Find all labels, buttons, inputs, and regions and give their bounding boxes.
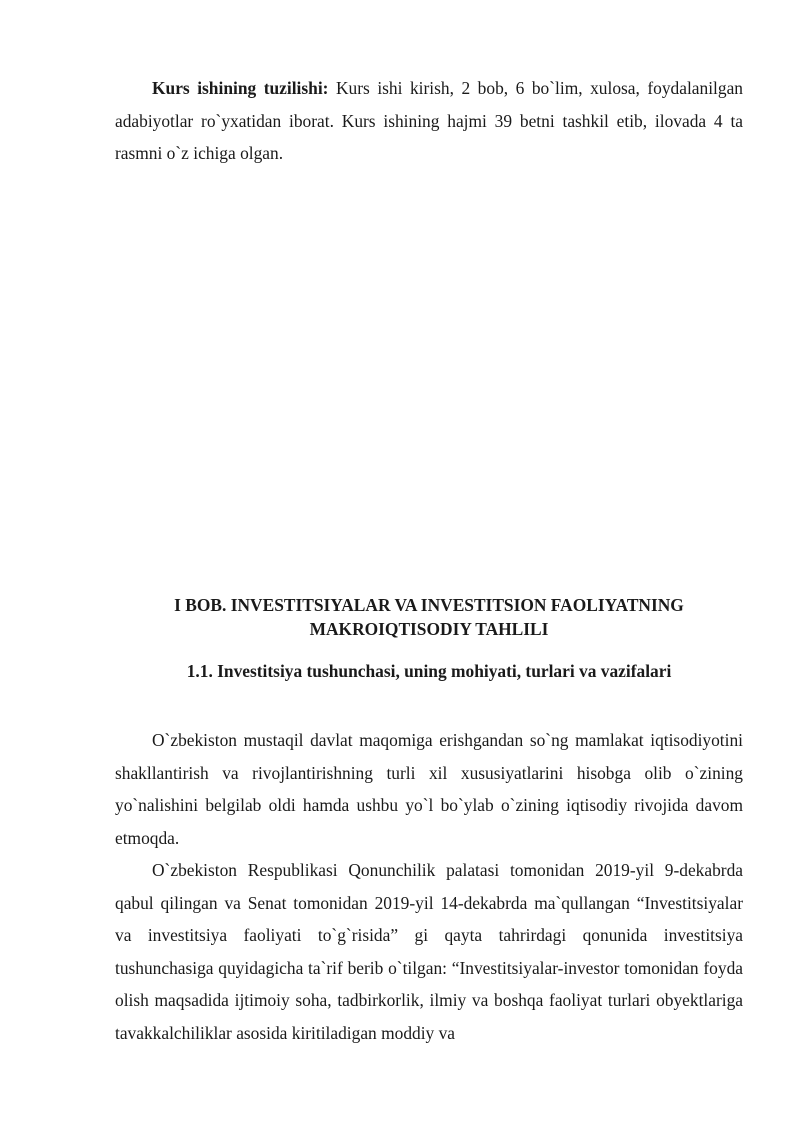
chapter-heading — [115, 593, 743, 641]
chapter-heading-line2: MAKROIQTISODIY TAHLILI — [309, 619, 549, 639]
chapter-heading-line1: I BOB. INVESTITSIYALAR VA INVESTITSION FAOLIYATNING — [174, 595, 684, 615]
section-heading: 1.1. Investitsiya tushunchasi, uning mohiyati, turlari va vazifalari — [186, 661, 672, 681]
body-paragraph-2: O`zbekiston Respublikasi Qonunchilik palatasi tomonidan 2019-yil 9-dekabrda qabul qilingan va Senat tomonidan 2019-yil 14-dekabrda ma`qullangan “Investitsiyalar va investitsiya faoliyati to`g`risida” gi qayta tahrirdagi qonunida investitsiya tushunchasiga quyidagicha ta`rif berib o`tilgan: “Investitsiyalar-investor tomonidan foyda olish maqsadida ijtimoiy soha, tadbirkorlik, ilmiy va boshqa faoliyat turlari obyektlariga tavakkalchiliklar asosida kiritiladigan moddiy va — [115, 860, 743, 1043]
intro-text: Kurs ishi kirish, 2 bob, 6 bo`lim, xulosa, foydalanilgan adabiyotlar ro`yxatidan iborat. Kurs ishining hajmi 39 betni tashkil etib, ilovada 4 ta rasmni o`z ichiga olgan. — [115, 78, 743, 163]
intro-paragraph — [115, 72, 743, 170]
body-paragraph-1: O`zbekiston mustaqil davlat maqomiga erishgandan so`ng mamlakat iqtisodiyotini shakllantirish va rivojlantirishning turli xil xususiyatlarini hisobga olib o`zining yo`nalishini belgilab oldi hamda ushbu yo`l bo`ylab o`zining iqtisodiy rivojida davom etmoqda. — [115, 730, 743, 848]
intro-label: Kurs ishining tuzilishi: — [152, 78, 329, 98]
